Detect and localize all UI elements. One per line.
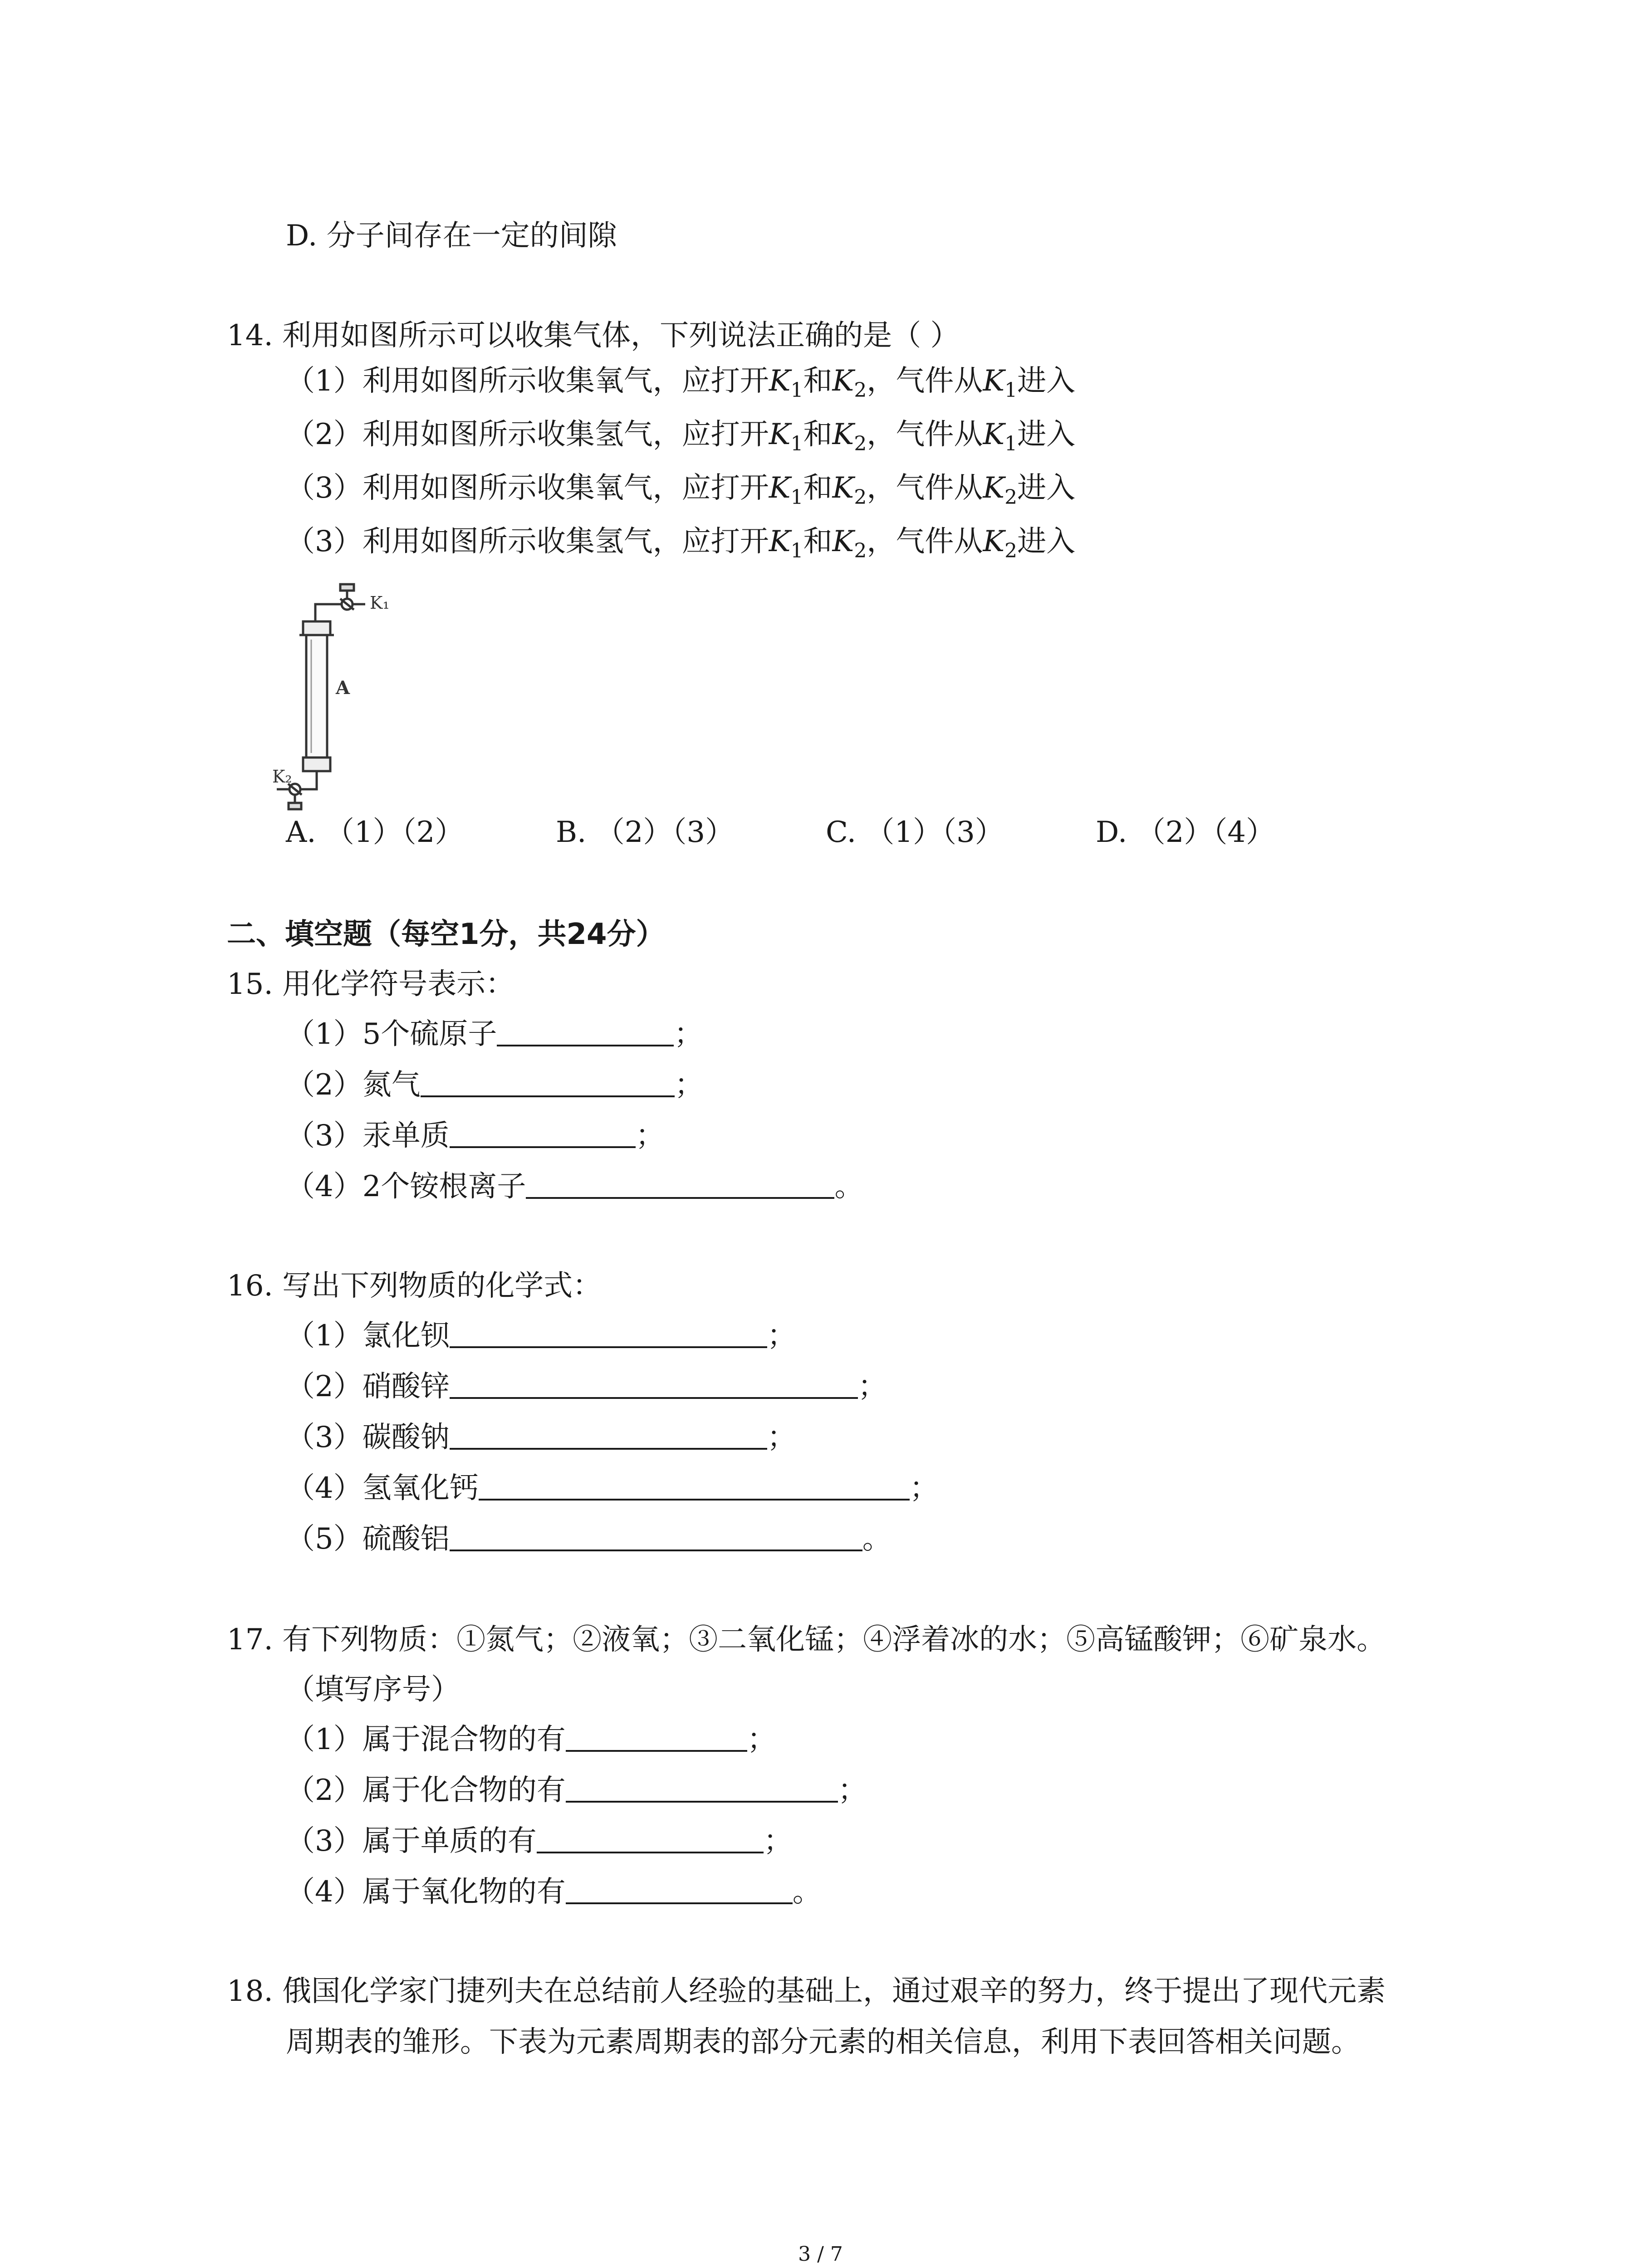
answer-blank[interactable] [450, 1118, 636, 1148]
q15-item-3: （3）汞单质 ； [286, 1119, 665, 1153]
q16-item-4: （4）氢氧化钙 ； [286, 1471, 939, 1505]
q15-item-4: （4）2个铵根离子 。 [286, 1170, 864, 1203]
q13-option-d: D. 分子间存在一定的间隙 [286, 219, 617, 253]
answer-blank[interactable] [566, 1874, 793, 1904]
page-number: 3 / 7 [798, 2243, 843, 2266]
q14-statement-3: （3）利用如图所示收集氧气，应打开$K_1$和$K_2$，气件从$K_2$进入 [286, 471, 1076, 509]
q15-item-2: （2）氮气 ； [286, 1068, 704, 1102]
q14-option-a: A. （1）（2） [286, 816, 464, 849]
q15-stem: 15. 用化学符号表示： [227, 968, 515, 1001]
answer-blank[interactable] [450, 1521, 862, 1551]
q14-option-d: D. （2）（4） [1096, 816, 1275, 849]
q14-option-c: C. （1）（3） [826, 816, 1004, 849]
answer-blank[interactable] [526, 1169, 834, 1199]
answer-blank[interactable] [450, 1318, 767, 1348]
q16-item-5: （5）硫酸铝 。 [286, 1522, 892, 1556]
q16-stem: 16. 写出下列物质的化学式： [227, 1269, 602, 1303]
q14-stem: 14. 利用如图所示可以收集气体，下列说法正确的是（ ） [227, 319, 960, 352]
q18-line-2: 周期表的雏形。下表为元素周期表的部分元素的相关信息，利用下表回答相关问题。 [286, 2025, 1360, 2059]
section-2-title: 二、填空题（每空1分，共24分） [227, 918, 665, 951]
q17-item-3: （3）属于单质的有 ； [286, 1824, 793, 1858]
q17-stem: 17. 有下列物质：①氮气；②液氧；③二氧化锰；④浮着冰的水；⑤高锰酸钾；⑥矿泉水。 [227, 1623, 1386, 1657]
answer-blank[interactable] [566, 1722, 747, 1752]
q17-item-2: （2）属于化合物的有 ； [286, 1774, 867, 1807]
q16-item-3: （3）碳酸钠 ； [286, 1421, 796, 1454]
answer-blank[interactable] [450, 1369, 858, 1399]
q17-item-4: （4）属于氧化物的有 。 [286, 1875, 822, 1909]
q14-statement-1: （1）利用如图所示收集氧气，应打开$K_1$和$K_2$，气件从$K_1$进入 [286, 364, 1076, 402]
answer-blank[interactable] [421, 1067, 675, 1097]
label-k1: K₁ [370, 593, 390, 613]
answer-blank[interactable] [566, 1773, 838, 1803]
q14-statement-2: （2）利用如图所示收集氢气，应打开$K_1$和$K_2$，气件从$K_1$进入 [286, 418, 1076, 455]
q16-item-2: （2）硝酸锌 ； [286, 1370, 887, 1403]
label-k2: K₂ [272, 767, 292, 787]
gas-collection-tube-figure [272, 576, 445, 812]
q18-line-1: 18. 俄国化学家门捷列夫在总结前人经验的基础上，通过艰辛的努力，终于提出了现代元素 [227, 1975, 1386, 2008]
answer-blank[interactable] [479, 1471, 910, 1501]
answer-blank[interactable] [497, 1017, 674, 1046]
q16-item-1: （1）氯化钡 ； [286, 1319, 796, 1353]
label-a: A [336, 677, 350, 699]
answer-blank[interactable] [450, 1420, 767, 1450]
q14-statement-4: （3）利用如图所示收集氢气，应打开$K_1$和$K_2$，气件从$K_2$进入 [286, 525, 1076, 562]
q17-note: （填写序号） [286, 1673, 460, 1706]
q17-item-1: （1）属于混合物的有 ； [286, 1723, 776, 1756]
q15-item-1: （1）5个硫原子 ； [286, 1017, 703, 1051]
answer-blank[interactable] [537, 1823, 764, 1853]
q14-option-b: B. （2）（3） [556, 816, 735, 849]
